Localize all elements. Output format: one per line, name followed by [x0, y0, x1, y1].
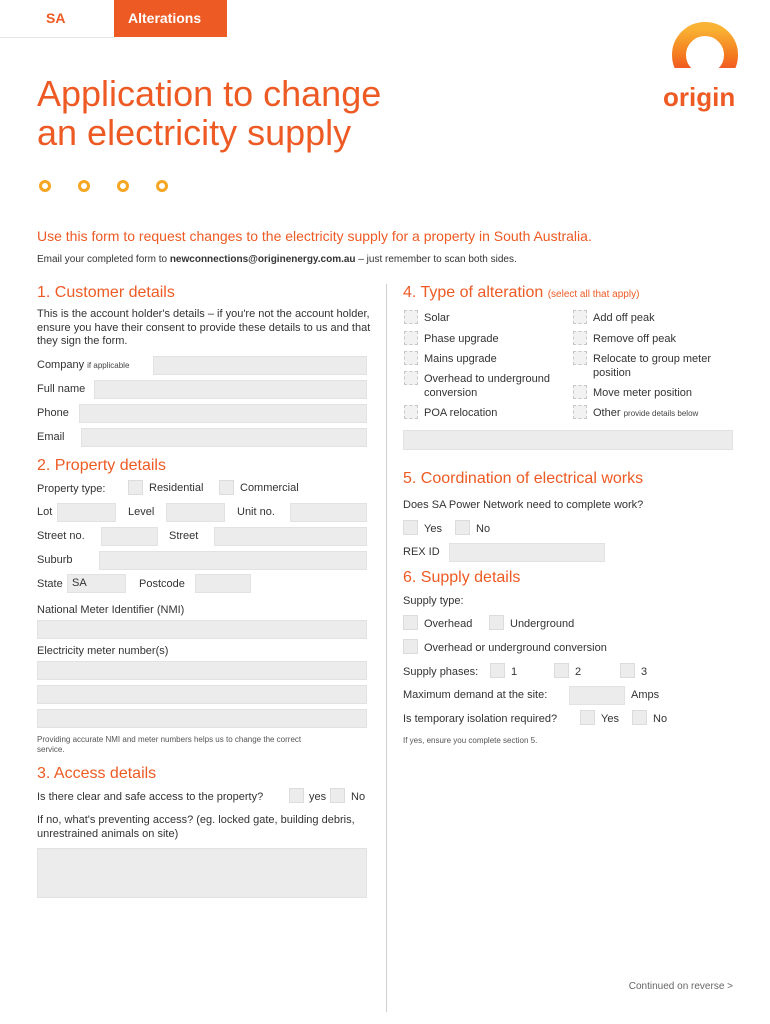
coordination-yes-checkbox[interactable]: [403, 520, 418, 535]
supply-heading: 6. Supply details: [403, 569, 521, 586]
alteration-heading-text: 4. Type of alteration: [403, 284, 544, 301]
email-address: newconnections@originenergy.com.au: [169, 254, 356, 265]
other-checkbox[interactable]: [573, 405, 587, 419]
other-details-field[interactable]: [403, 430, 733, 450]
residential-checkbox[interactable]: [128, 480, 143, 495]
origin-logo-icon: [670, 22, 740, 82]
demand-field[interactable]: [569, 686, 625, 705]
category-tab-label: Alterations: [128, 10, 202, 26]
isolation-note: If yes, ensure you complete section 5.: [403, 736, 538, 745]
suburb-field[interactable]: [99, 551, 367, 570]
coordination-yes-label: Yes: [424, 523, 442, 535]
title-line-2: an electricity supply: [37, 112, 352, 153]
lot-field[interactable]: [57, 503, 116, 522]
suburb-label: Suburb: [37, 554, 73, 566]
relocate-label: Relocate to group meter position: [593, 353, 712, 379]
access-yes-checkbox[interactable]: [289, 788, 304, 803]
relocate-checkbox[interactable]: [573, 351, 587, 365]
meter-note: Providing accurate NMI and meter numbers helps us to change the correct service.: [37, 735, 302, 754]
conversion-label: Overhead or underground conversion: [424, 642, 607, 654]
phase-label: Phase upgrade: [424, 333, 499, 345]
street-label: Street: [169, 530, 199, 542]
email-prefix: Email your completed form to: [37, 254, 170, 265]
overhead-label: Overhead: [424, 618, 473, 630]
decor-dot-4: [156, 180, 168, 192]
add-offpeak-checkbox[interactable]: [573, 310, 587, 324]
full-name-label: Full name: [37, 383, 86, 395]
level-label: Level: [128, 506, 155, 518]
underground-label: Underground: [510, 618, 575, 630]
meter-field-2[interactable]: [37, 685, 367, 704]
property-type-label: Property type:: [37, 483, 106, 495]
access-heading: 3. Access details: [37, 765, 157, 782]
customer-heading: 1. Customer details: [37, 284, 175, 301]
solar-checkbox[interactable]: [404, 310, 418, 324]
title-line-1: Application to change: [37, 73, 382, 114]
phase-1-label: 1: [511, 666, 518, 678]
postcode-label: Postcode: [139, 578, 185, 590]
access-question: Is there clear and safe access to the property?: [37, 791, 264, 803]
phase-checkbox[interactable]: [404, 331, 418, 345]
access-no-label: No: [351, 791, 366, 803]
commercial-label: Commercial: [240, 482, 299, 494]
underground-checkbox[interactable]: [489, 615, 504, 630]
company-field[interactable]: [153, 356, 367, 375]
decor-dot-2: [78, 180, 90, 192]
state-field[interactable]: [67, 574, 126, 593]
poa-label: POA relocation: [424, 407, 498, 419]
meter-label: Electricity meter number(s): [37, 645, 169, 657]
isolation-no-label: No: [653, 713, 668, 725]
state-tab-label: SA: [46, 10, 66, 26]
continued-footer: Continued on reverse >: [628, 981, 733, 992]
email-label: Email: [37, 431, 65, 443]
coordination-no-label: No: [476, 523, 491, 535]
origin-logo-text: origin: [663, 82, 736, 112]
decor-dot-3: [117, 180, 129, 192]
other-note: provide details below: [623, 409, 699, 418]
nmi-label: National Meter Identifier (NMI): [37, 604, 185, 616]
full-name-field[interactable]: [94, 380, 367, 399]
lot-label: Lot: [37, 506, 53, 518]
isolation-label: Is temporary isolation required?: [403, 713, 558, 725]
state-value: SA: [72, 577, 87, 589]
access-no-checkbox[interactable]: [330, 788, 345, 803]
other-label: [593, 407, 698, 419]
postcode-field[interactable]: [195, 574, 251, 593]
conversion-checkbox[interactable]: [403, 639, 418, 654]
unit-field[interactable]: [290, 503, 367, 522]
email-suffix: – just remember to scan both sides.: [355, 254, 517, 265]
access-prevent-field[interactable]: [37, 848, 367, 898]
isolation-yes-label: Yes: [601, 713, 619, 725]
remove-offpeak-checkbox[interactable]: [573, 331, 587, 345]
solar-label: Solar: [424, 312, 450, 324]
move-meter-checkbox[interactable]: [573, 385, 587, 399]
level-field[interactable]: [166, 503, 225, 522]
state-label: State: [37, 578, 63, 590]
decor-dot-1: [39, 180, 51, 192]
move-meter-label: Move meter position: [593, 387, 693, 399]
property-heading: 2. Property details: [37, 457, 166, 474]
page-title: [37, 74, 497, 152]
phase-3-label: 3: [641, 666, 648, 678]
overhead-conversion-checkbox[interactable]: [404, 371, 418, 385]
other-label-text: Other: [593, 407, 621, 419]
access-yes-label: yes: [309, 791, 327, 803]
phase-2-label: 2: [575, 666, 582, 678]
state-tab: [0, 0, 115, 38]
category-tab: [114, 0, 227, 37]
company-label: [37, 359, 129, 371]
nmi-field[interactable]: [37, 620, 367, 639]
meter-field-1[interactable]: [37, 661, 367, 680]
column-divider: [386, 284, 387, 1012]
street-no-field[interactable]: [101, 527, 158, 546]
phase-3-checkbox[interactable]: [620, 663, 635, 678]
email-instruction: [37, 254, 517, 265]
add-offpeak-label: Add off peak: [593, 312, 655, 324]
remove-offpeak-label: Remove off peak: [593, 333, 676, 345]
phone-field[interactable]: [79, 404, 367, 423]
overhead-checkbox[interactable]: [403, 615, 418, 630]
company-note: if applicable: [87, 361, 130, 370]
unit-label: Unit no.: [237, 506, 275, 518]
alteration-note: (select all that apply): [547, 289, 640, 300]
commercial-checkbox[interactable]: [219, 480, 234, 495]
mains-checkbox[interactable]: [404, 351, 418, 365]
phase-2-checkbox[interactable]: [554, 663, 569, 678]
coordination-heading: 5. Coordination of electrical works: [403, 470, 644, 487]
email-field[interactable]: [81, 428, 367, 447]
isolation-no-checkbox[interactable]: [632, 710, 647, 725]
amps-label: Amps: [631, 689, 660, 701]
meter-field-3[interactable]: [37, 709, 367, 728]
poa-checkbox[interactable]: [404, 405, 418, 419]
mains-label: Mains upgrade: [424, 353, 497, 365]
phase-1-checkbox[interactable]: [490, 663, 505, 678]
overhead-conversion-label: Overhead to underground conversion: [424, 373, 550, 399]
residential-label: Residential: [149, 482, 204, 494]
phases-label: Supply phases:: [403, 666, 479, 678]
demand-label: Maximum demand at the site:: [403, 689, 548, 701]
street-no-label: Street no.: [37, 530, 85, 542]
coordination-no-checkbox[interactable]: [455, 520, 470, 535]
access-prevent-label: If no, what's preventing access? (eg. locked gate, building debris, unrestrained animals on site): [37, 814, 355, 840]
supply-type-label: Supply type:: [403, 595, 464, 607]
rex-field[interactable]: [449, 543, 605, 562]
isolation-yes-checkbox[interactable]: [580, 710, 595, 725]
customer-text: This is the account holder's details – if you're not the account holder, ensure you have their consent to provide these details to us and that they sign the form.: [37, 308, 371, 347]
phone-label: Phone: [37, 407, 69, 419]
street-field[interactable]: [214, 527, 367, 546]
company-label-text: Company: [37, 359, 85, 371]
coordination-question: Does SA Power Network need to complete work?: [403, 499, 644, 511]
alteration-heading: [403, 284, 639, 302]
intro-headline: Use this form to request changes to the electricity supply for a property in South Australia.: [37, 228, 592, 244]
rex-label: REX ID: [403, 546, 440, 558]
